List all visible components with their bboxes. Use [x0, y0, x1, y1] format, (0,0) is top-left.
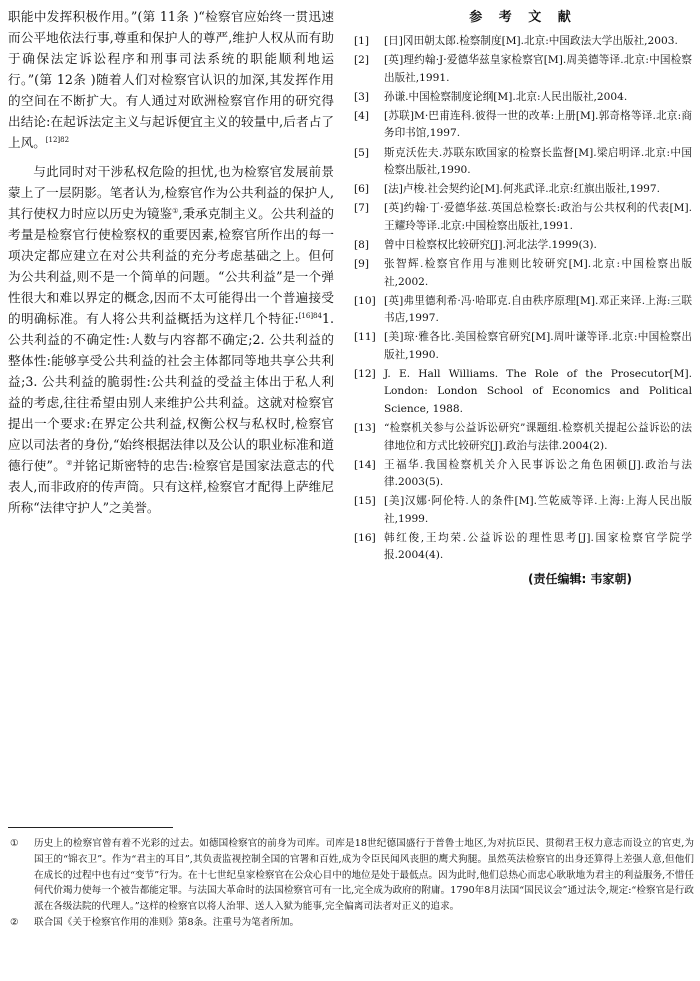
footnotes: [8, 836, 694, 931]
footnote-1-mark: ①: [10, 838, 19, 849]
reference-item: [354, 181, 692, 198]
footnote-mark-1: ①: [172, 206, 179, 215]
reference-text: [美]汉娜·阿伦特.人的条件[M].竺乾威等译.上海:上海人民出版社,1999.: [384, 495, 692, 525]
reference-text: 曾中日检察权比较研究[J].河北法学.1999(3).: [384, 239, 597, 252]
reference-item: [354, 256, 692, 291]
paragraph-2-text-c: 1. 公共利益的不确定性:人数与内容都不确定;2. 公共利益的整体性:能够享受公共利益的社会主体都同等地共享公共利益;3. 公共利益的脆弱性:公共利益的受益主体出于私人利益的考虑,往往希望由别人来维护公共利益。这就对检察官提出一个要求:在界定公共利益,权衡公权与私权时,检察官应以司法者的身份,“始终根据法律以及公认的职业标准和道德行使”。: [8, 311, 334, 473]
reference-number: [16]: [354, 531, 376, 544]
footnote-2-text: 联合国《关于检察官作用的准则》第8条。注重号为笔者所加。: [34, 916, 300, 928]
reference-item: [354, 457, 692, 492]
footnote-1-text: 历史上的检察官曾有着不光彩的过去。如德国检察官的前身为司库。司库是18世纪德国盛行于普鲁士地区,为对抗臣民、贯彻君王权力意志而设立的官吏,为国王的“锦衣卫”。作为“君主的耳目”,其负责监视控制全国的官署和百姓,成为令臣民闻风丧胆的鹰犬狗腿。虽然英法检察官的出身还算得上差强人意,但他们在成长的过程中也有过“变节”行为。在十七世纪皇家检察官在公众心目中的地位是处于最低点。因为此时,他们总热心而忠心耿耿地为君主的利益服务,不惜任何代价竭力使每一个被告都能定罪。与法国大革命时的法国检察官可有一比,完全成为政府的附庸。1790年8月法国“国民议会”通过法令,规定:“检察官是行政派在各级法院的代理人。”这样的检察官以将人治罪、送人入狱为能事,完全偏离司法者对正义的追求。: [34, 838, 695, 913]
paragraph-2: [8, 161, 334, 518]
footnote-1: [8, 836, 694, 915]
reference-text: 韩红俊,王均荣.公益诉讼的理性思考[J].国家检察官学院学报.2004(4).: [384, 531, 692, 562]
reference-item: [354, 200, 692, 235]
paragraph-2-text-d: 并铭记斯密特的忠告:检察官是国家法意志的代表人,而非政府的传声筒。只有这样,检察官才配得上萨维尼所称“法律守护人”之美誉。: [8, 458, 334, 515]
paragraph-2-text-a: 与此同时对干涉私权危险的担忧,也为检察官发展前景蒙上了一层阴影。笔者认为,检察官作为公共利益的保护人,其行使权力时应以历史为镜鉴: [8, 164, 334, 221]
references-column: [354, 6, 692, 588]
citation-16: [16]84: [298, 311, 322, 320]
body-text-column: [8, 6, 334, 518]
reference-number: [5]: [354, 146, 370, 159]
reference-number: [3]: [354, 90, 370, 103]
reference-text: “检察机关参与公益诉讼研究”课题组.检察机关提起公益诉讼的法律地位和方式比较研究[J].政治与法律.2004(2).: [384, 422, 692, 452]
reference-item: [354, 89, 692, 106]
reference-item: [354, 237, 692, 254]
reference-text: [法]卢梭.社会契约论[M].何兆武译.北京:红旗出版社,1997.: [384, 183, 661, 196]
reference-number: [15]: [354, 495, 376, 508]
reference-number: [6]: [354, 183, 370, 196]
reference-number: [11]: [354, 331, 376, 344]
reference-number: [4]: [354, 110, 370, 123]
reference-number: [13]: [354, 422, 376, 435]
footnote-2: [8, 915, 694, 931]
paragraph-1: [8, 6, 334, 153]
footnote-mark-2: ②: [66, 458, 73, 467]
reference-number: [7]: [354, 202, 370, 215]
reference-item: [354, 52, 692, 87]
reference-text: [美]琼·雅各比.美国检察官研究[M].周叶谦等译.北京:中国检察出版社,1990.: [384, 331, 692, 361]
reference-item: [354, 329, 692, 364]
reference-item: [354, 530, 692, 565]
references-title: 参 考 文 献: [469, 10, 577, 25]
reference-text: [英]理约翰·J·爱德华兹皇家检察官[M].周美德等译.北京:中国检察出版社,1991.: [384, 54, 692, 84]
reference-item: [354, 145, 692, 180]
reference-item: [354, 108, 692, 143]
reference-number: [10]: [354, 294, 376, 307]
reference-item: [354, 420, 692, 455]
reference-item: [354, 493, 692, 528]
reference-number: [9]: [354, 258, 370, 271]
reference-text: [苏联]M·巴甫连科.彼得一世的改革:上册[M].郭奇格等译.北京:商务印书馆,1997.: [384, 110, 692, 140]
reference-number: [1]: [354, 35, 370, 47]
reference-text: [英]约翰·丁·爱德华兹.英国总检察长:政治与公共权利的代表[M].王耀玲等译.北京:中国检察出版社,1991.: [384, 202, 692, 232]
reference-text: J. E. Hall Williams. The Role of the Prosecutor[M]. London: London School of Economics and Political Science, 1988.: [384, 368, 692, 415]
reference-item: [354, 293, 692, 328]
reference-text: 王福华.我国检察机关介入民事诉讼之角色困顿[J].政治与法律.2003(5).: [384, 458, 692, 489]
reference-text: 斯克沃佐夫.苏联东欧国家的检察长监督[M].梁启明译.北京:中国检察出版社,1990.: [384, 146, 692, 177]
reference-number: [12]: [354, 368, 376, 381]
footnote-divider: [8, 827, 173, 828]
reference-list: [354, 33, 692, 565]
paragraph-2-text-b: ,秉承克制主义。公共利益的考量是检察官行使检察权的重要因素,检察官所作出的每一项决定都应建立在对公共利益的充分考虑基础之上。但何为公共利益,则不是一个简单的问题。“公共利益”是一个弹性很大和难以界定的概念,因而不太可能得出一个普遍接受的明确标准。有人将公共利益概括为这样几个特征:: [8, 206, 334, 326]
reference-number: [2]: [354, 54, 370, 67]
reference-text: [英]弗里德利希·冯·哈耶克.自由秩序原理[M].邓正来译.上海:三联书店,1997.: [384, 294, 692, 325]
reference-text: [日]冈田朝太郎.检察制度[M].北京:中国政法大学出版社,2003.: [384, 35, 678, 47]
reference-text: 张智辉.检察官作用与准则比较研究[M].北京:中国检察出版社,2002.: [384, 258, 692, 288]
reference-number: [14]: [354, 458, 376, 471]
citation-12: [12]82: [45, 135, 70, 144]
reference-number: [8]: [354, 239, 370, 252]
responsible-editor: (责任编辑: 韦家朝): [528, 571, 632, 586]
reference-item: [354, 366, 692, 418]
footnote-2-mark: ②: [10, 916, 19, 928]
reference-text: 孙谦.中国检察制度论纲[M].北京:人民出版社,2004.: [384, 90, 628, 103]
paragraph-1-text: 职能中发挥积极作用。”(第 11条 )“检察官应始终一贯迅速而公平地依法行事,尊重和保护人的尊严,维护人权从而有助于确保法定诉讼程序和刑事司法系统的职能顺利地运行。”(第 12条 )随着人们对检察官认识的加深,其发挥作用的空间在不断扩大。有人通过对欧洲检察官作用的研究得出结论:在起诉法定主义与起诉便宜主义的较量中,后者占了上风。: [8, 9, 334, 150]
reference-item: [354, 33, 692, 50]
